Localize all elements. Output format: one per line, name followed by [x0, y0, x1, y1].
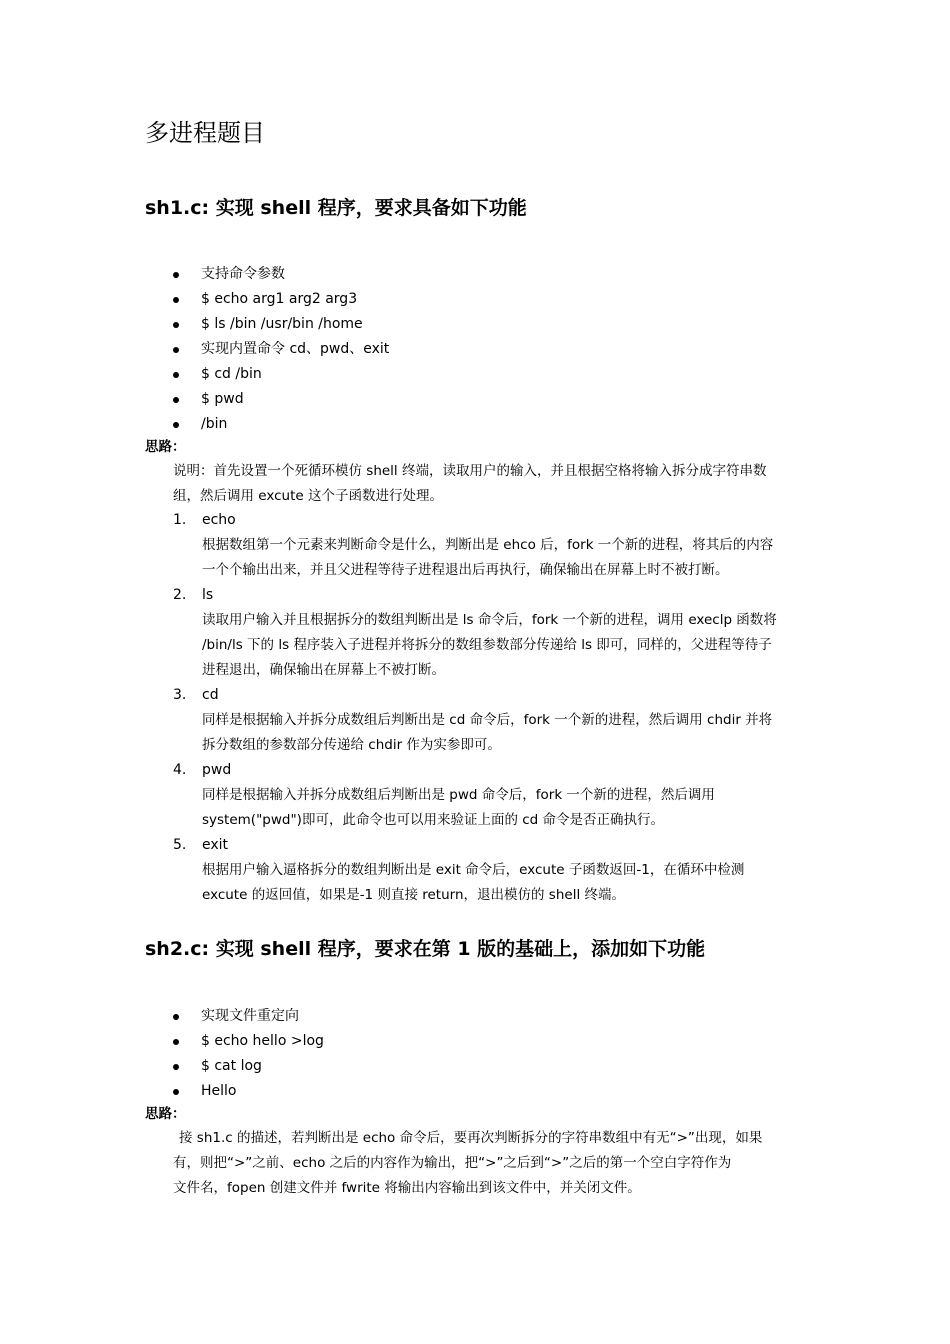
bullet-icon [173, 347, 179, 353]
step-number: 4. [173, 762, 187, 778]
step-cd [0, 683, 950, 758]
sh2-heading: sh2.c: 实现 shell 程序，要求在第 1 版的基础上，添加如下功能 [145, 938, 706, 960]
list-item: $ pwd [0, 387, 389, 412]
list-item: $ echo hello >log [0, 1029, 324, 1054]
step-text-line: 进程退出，确保输出在屏幕上不被打断。 [202, 662, 445, 678]
page-title: 多进程题目 [145, 119, 265, 147]
step-name: ls [202, 587, 214, 603]
step-name: cd [202, 687, 219, 703]
sh1-intro [173, 459, 813, 509]
step-number: 5. [173, 837, 187, 853]
list-item: $ echo arg1 arg2 arg3 [0, 287, 389, 312]
step-text-line: 一个个输出出来，并且父进程等待子进程退出后再执行，确保输出在屏幕上时不被打断。 [202, 562, 729, 578]
bullet-icon [173, 372, 179, 378]
bullet-icon [173, 272, 179, 278]
list-item: $ ls /bin /usr/bin /home [0, 312, 389, 337]
step-text-line: 根据数组第一个元素来判断命令是什么，判断出是 ehco 后，fork 一个新的进程，将其后的内容 [202, 537, 774, 553]
step-name: echo [202, 512, 236, 528]
step-text-line: 同样是根据输入并拆分成数组后判断出是 cd 命令后，fork 一个新的进程，然后调用 chdir 并将 [202, 712, 773, 728]
text-line: 接 sh1.c 的描述，若判断出是 echo 命令后，要再次判断拆分的字符串数组中有无“>”出现，如果 [179, 1130, 763, 1146]
bullet-icon [173, 1089, 179, 1095]
bullet-icon [173, 1064, 179, 1070]
step-text-line: /bin/ls 下的 ls 程序装入子进程并将拆分的数组参数部分传递给 ls 即可，同样的，父进程等待子 [202, 637, 772, 653]
step-number: 2. [173, 587, 187, 603]
step-echo [0, 508, 950, 583]
step-name: exit [202, 837, 229, 853]
sh1-bullet-list [0, 262, 389, 437]
step-ls [0, 583, 950, 683]
text-line: 组，然后调用 excute 这个子函数进行处理。 [173, 488, 443, 504]
step-text-line: 根据用户输入逼格拆分的数组判断出是 exit 命令后，excute 子函数返回-1，在循环中检测 [202, 862, 745, 878]
list-item: $ cd /bin [0, 362, 389, 387]
bullet-icon [173, 397, 179, 403]
step-text-line: excute 的返回值，如果是-1 则直接 return，退出模仿的 shell 终端。 [202, 887, 625, 903]
list-item: 支持命令参数 [0, 262, 389, 287]
step-text-line: 拆分数组的参数部分传递给 chdir 作为实参即可。 [202, 737, 501, 753]
bullet-icon [173, 422, 179, 428]
sh2-idea-label: 思路： [145, 1106, 186, 1122]
text-line: 文件名，fopen 创建文件并 fwrite 将输出内容输出到该文件中，并关闭文件。 [173, 1180, 641, 1196]
text-line: 说明：首先设置一个死循环模仿 shell 终端，读取用户的输入，并且根据空格将输入拆分成字符串数 [173, 463, 767, 479]
sh1-idea-label: 思路： [145, 439, 186, 455]
step-exit [0, 833, 950, 908]
list-item: /bin [0, 412, 389, 437]
sh2-bullet-list [0, 1004, 324, 1104]
step-number: 1. [173, 512, 187, 528]
step-text-line: 读取用户输入并且根据拆分的数组判断出是 ls 命令后，fork 一个新的进程，调用 execlp 函数将 [202, 612, 777, 628]
step-name: pwd [202, 762, 232, 778]
step-text-line: 同样是根据输入并拆分成数组后判断出是 pwd 命令后，fork 一个新的进程，然后调用 [202, 787, 715, 803]
text-line: 有，则把“>”之前、echo 之后的内容作为输出，把“>”之后到“>”之后的第一个空白字符作为 [173, 1155, 732, 1171]
list-item: $ cat log [0, 1054, 324, 1079]
bullet-icon [173, 297, 179, 303]
sh2-description [173, 1126, 813, 1201]
sh1-heading: sh1.c: 实现 shell 程序，要求具备如下功能 [145, 197, 527, 219]
list-item: 实现内置命令 cd、pwd、exit [0, 337, 389, 362]
list-item: 实现文件重定向 [0, 1004, 324, 1029]
bullet-icon [173, 1014, 179, 1020]
bullet-icon [173, 322, 179, 328]
step-text-line: system("pwd")即可，此命令也可以用来验证上面的 cd 命令是否正确执行。 [202, 812, 665, 828]
bullet-icon [173, 1039, 179, 1045]
list-item: Hello [0, 1079, 324, 1104]
sh1-steps-list [0, 508, 950, 908]
step-number: 3. [173, 687, 187, 703]
step-pwd [0, 758, 950, 833]
